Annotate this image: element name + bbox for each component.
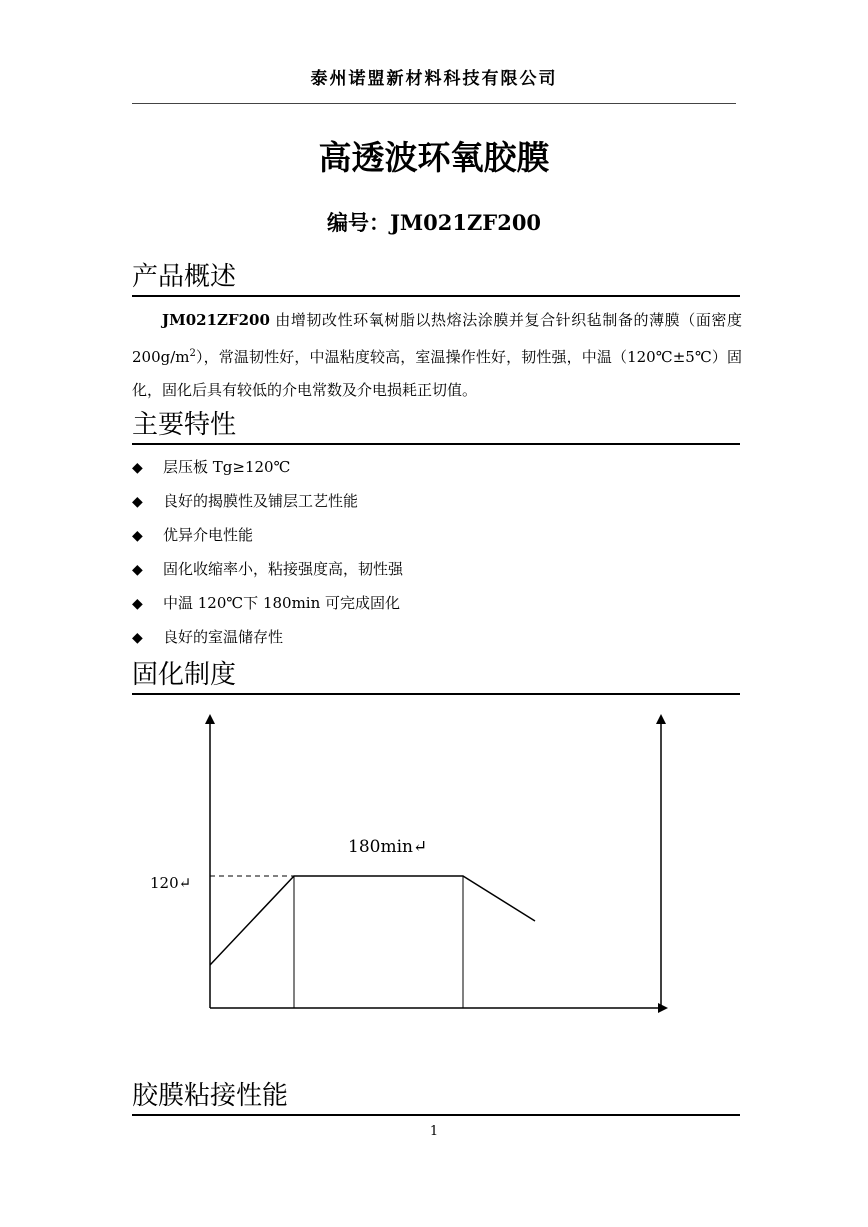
overview-text-1: 由增韧改性环氧树脂以热熔法涂膜并复合针织毡制备的薄膜（面密度 200g/m [132, 311, 742, 366]
temperature-label: 120↵ [150, 874, 192, 892]
product-code-value: JM021ZF200 [389, 210, 542, 235]
feature-text: 良好的揭膜性及铺层工艺性能 [163, 492, 359, 510]
bullet-diamond-icon: ◆ [132, 494, 143, 510]
feature-text: 中温 120℃下 180min 可完成固化 [163, 594, 401, 612]
section-title-bonding: 胶膜粘接性能 [132, 1081, 289, 1111]
feature-text: 优异介电性能 [163, 526, 254, 544]
list-item [132, 620, 403, 654]
bullet-diamond-icon: ◆ [132, 528, 143, 544]
list-item [132, 586, 403, 620]
temperature-profile-line [210, 876, 535, 965]
list-item [132, 450, 403, 484]
overview-lead-code: JM021ZF200 [162, 311, 270, 329]
feature-text: 良好的室温储存性 [163, 628, 284, 646]
curing-profile-diagram [140, 705, 680, 1025]
bullet-diamond-icon: ◆ [132, 460, 143, 476]
section-rule-overview [132, 295, 740, 297]
feature-text: 固化收缩率小，粘接强度高，韧性强 [163, 560, 404, 578]
section-title-curing: 固化制度 [132, 660, 237, 690]
feature-text: 层压板 Tg≥120℃ [163, 458, 291, 476]
list-item [132, 552, 403, 586]
bullet-diamond-icon: ◆ [132, 596, 143, 612]
product-code-label: 编号： [326, 211, 390, 235]
list-item [132, 518, 403, 552]
section-rule-features [132, 443, 740, 445]
bullet-diamond-icon: ◆ [132, 630, 143, 646]
section-rule-curing [132, 693, 740, 695]
overview-sup: 2 [189, 348, 196, 359]
document-title: 高透波环氧胶膜 [318, 138, 550, 177]
overview-text-2: ），常温韧性好，中温粘度较高，室温操作性好，韧性强，中温（120℃±5℃）固化，固化后具有较低的介电常数及介电损耗正切值。 [132, 348, 742, 399]
section-rule-bonding [132, 1114, 740, 1116]
overview-paragraph [132, 304, 742, 407]
section-title-overview: 产品概述 [132, 262, 237, 292]
section-title-features: 主要特性 [132, 410, 237, 440]
bullet-diamond-icon: ◆ [132, 562, 143, 578]
company-name: 泰州诺盟新材料科技有限公司 [310, 69, 558, 89]
feature-list [132, 450, 403, 654]
hold-time-label: 180min↵ [348, 837, 428, 857]
product-code [0, 207, 868, 237]
list-item [132, 484, 403, 518]
header-rule [132, 103, 736, 104]
page-number: 1 [429, 1124, 439, 1139]
